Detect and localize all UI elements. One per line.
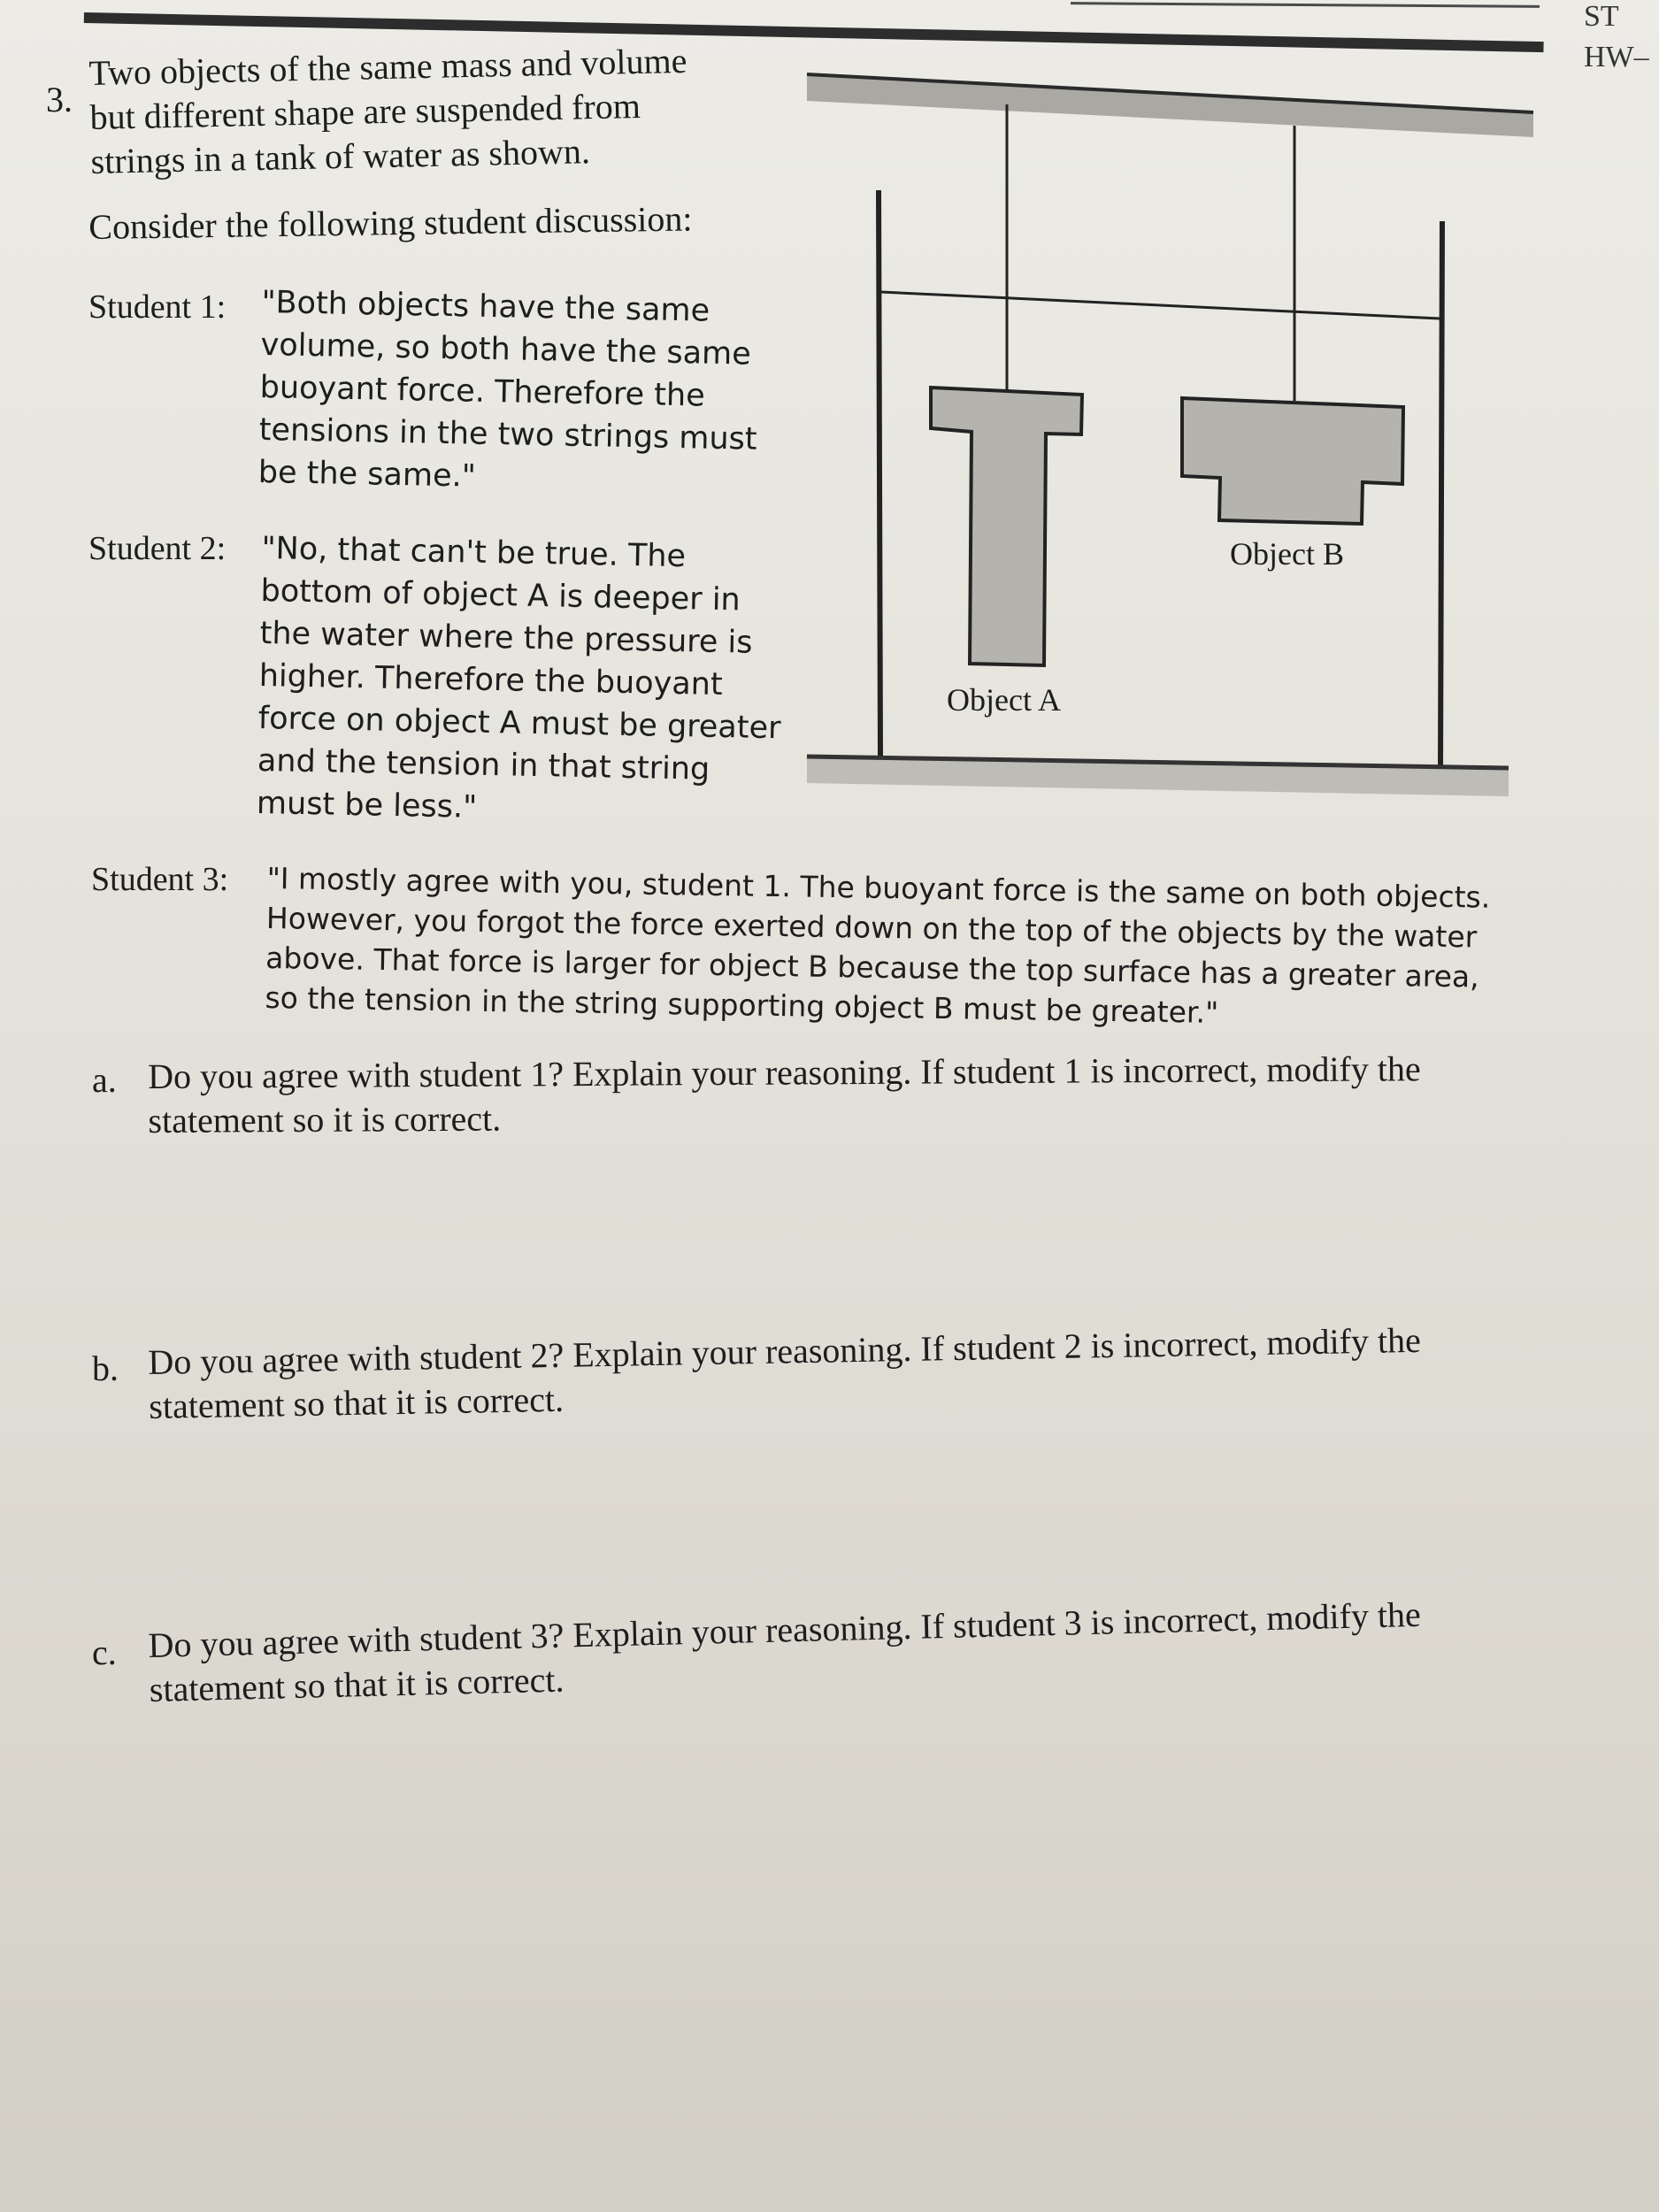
student-3-label: Student 3: xyxy=(91,861,229,898)
part-b-text xyxy=(148,1318,1422,1429)
quote-line: so the tension in the string supporting object B must be greater." xyxy=(265,979,1219,1030)
part-c-letter: c. xyxy=(92,1632,117,1672)
part-line: statement so it is correct. xyxy=(148,1098,502,1141)
quote-line: However, you forgot the force exerted down on the top of the objects by the water xyxy=(265,900,1478,955)
object-b xyxy=(1182,398,1403,524)
quote-line: force on object A must be greater xyxy=(257,700,781,747)
part-b-letter: b. xyxy=(92,1348,119,1388)
student-3-quote xyxy=(265,858,1490,1037)
quote-line: volume, so both have the same xyxy=(260,326,752,373)
header-code-line2: HW– xyxy=(1584,41,1649,73)
intro-line: strings in a tank of water as shown. xyxy=(90,131,591,181)
object-a xyxy=(931,388,1082,665)
part-a-text xyxy=(148,1047,1421,1143)
part-line: Do you agree with student 3? Explain your reasoning. If student 3 is incorrect, modify the xyxy=(148,1594,1422,1665)
quote-line: tensions in the two strings must xyxy=(258,411,757,457)
quote-line: above. That force is larger for object B because the top surface has a greater area, xyxy=(265,940,1479,995)
quote-line: bottom of object A is deeper in xyxy=(260,572,741,618)
part-a-letter: a. xyxy=(92,1060,117,1100)
consider-line: Consider the following student discussion: xyxy=(88,198,693,247)
part-line: statement so that it is correct. xyxy=(148,1379,565,1426)
quote-line: must be less." xyxy=(256,785,478,826)
intro-line: but different shape are suspended from xyxy=(89,85,641,137)
quote-line: the water where the pressure is xyxy=(259,615,753,661)
quote-line: be the same." xyxy=(257,454,477,495)
intro-line: Two objects of the same mass and volume xyxy=(88,40,687,93)
student-2-label: Student 2: xyxy=(88,530,227,567)
student-1-quote xyxy=(257,281,759,503)
quote-line: "Both objects have the same xyxy=(261,284,710,329)
question-intro xyxy=(88,39,689,184)
water-surface xyxy=(881,292,1440,319)
quote-line: buoyant force. Therefore the xyxy=(259,369,706,414)
quote-line: higher. Therefore the buoyant xyxy=(258,657,724,703)
header-rule-thin xyxy=(1071,2,1540,8)
quote-line: "I mostly agree with you, student 1. The buoyant force is the same on both objects. xyxy=(266,860,1491,915)
quote-line: "No, that can't be true. The xyxy=(261,530,687,575)
tank-right-wall xyxy=(1440,221,1442,772)
part-c-text xyxy=(148,1593,1423,1712)
student-1-label: Student 1: xyxy=(88,288,227,326)
tank-diagram xyxy=(796,53,1548,814)
part-line: Do you agree with student 2? Explain your reasoning. If student 2 is incorrect, modify the xyxy=(148,1319,1422,1382)
quote-line: and the tension in that string xyxy=(257,742,710,787)
tank-left-wall xyxy=(879,190,880,759)
object-b-label: Object B xyxy=(1230,536,1344,572)
part-line: Do you agree with student 1? Explain your reasoning. If student 1 is incorrect, modify the xyxy=(148,1048,1421,1096)
part-line: statement so that it is correct. xyxy=(149,1659,565,1709)
question-number: 3. xyxy=(46,80,73,119)
header-code-line1: ST xyxy=(1584,0,1619,33)
object-a-label: Object A xyxy=(947,682,1061,718)
student-2-quote xyxy=(257,527,785,834)
